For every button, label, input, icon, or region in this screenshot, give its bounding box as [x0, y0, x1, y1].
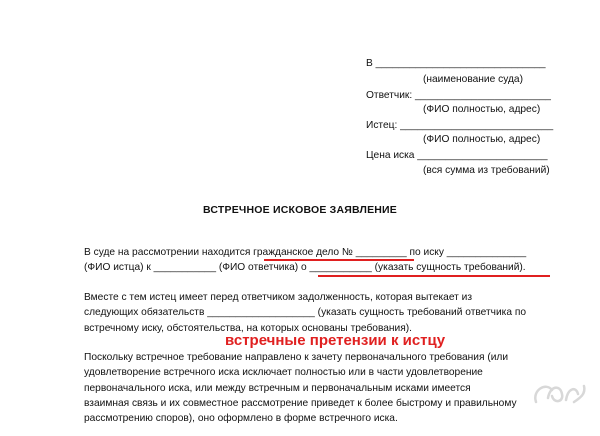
paragraph-reason	[84, 350, 558, 426]
paragraph-line: Вместе с тем истец имеет перед ответчиком задолженность, которая вытекает из	[84, 292, 473, 303]
red-underline	[264, 259, 414, 261]
price-line: Цена иска _______________________	[366, 150, 548, 161]
paragraph-line: В суде на рассмотрении находится гражданское дело № _________ по иску ______________	[84, 247, 527, 258]
plaintiff-hint: (ФИО полностью, адрес)	[423, 134, 541, 145]
price-hint: (вся сумма из требований)	[423, 165, 550, 176]
paragraph-line: первоначального иска, или между встречным и первоначальным исками имеется	[84, 382, 471, 394]
paragraph-line: Поскольку встречное требование направлено к зачету первоначального требования (или	[84, 352, 509, 363]
red-underline	[318, 275, 550, 277]
defendant-hint: (ФИО полностью, адрес)	[423, 104, 541, 115]
paragraph-line: рассмотрению споров), оно оформлено в форме встречного иска.	[84, 413, 398, 425]
paragraph-line: удовлетворение встречного иска исключает полностью или в части удовлетворение	[84, 367, 483, 379]
document-title: ВСТРЕЧНОЕ ИСКОВОЕ ЗАЯВЛЕНИЕ	[202, 204, 398, 216]
paragraph-line: встречному иску, обстоятельства, на которых основаны требования).	[84, 322, 412, 334]
court-hint: (наименование суда)	[423, 74, 523, 85]
paragraph-line: следующих обязательств ___________________ (указать сущность требований ответчика по	[84, 307, 527, 319]
plaintiff-line: Истец: ___________________________	[366, 120, 554, 131]
red-annotation: встречные претензии к истцу	[225, 332, 446, 349]
paragraph-line: (ФИО истца) к ___________ (ФИО ответчика) о ___________ (указать сущность требований).	[84, 262, 526, 274]
defendant-line: Ответчик: ________________________	[366, 90, 551, 101]
watermark-logo-icon	[528, 372, 590, 412]
court-line: В ______________________________	[366, 58, 546, 69]
paragraph-line: взаимная связь и их совместное рассмотрение приведет к более быстрому и правильному	[84, 397, 517, 409]
paragraph-debt	[84, 290, 558, 336]
